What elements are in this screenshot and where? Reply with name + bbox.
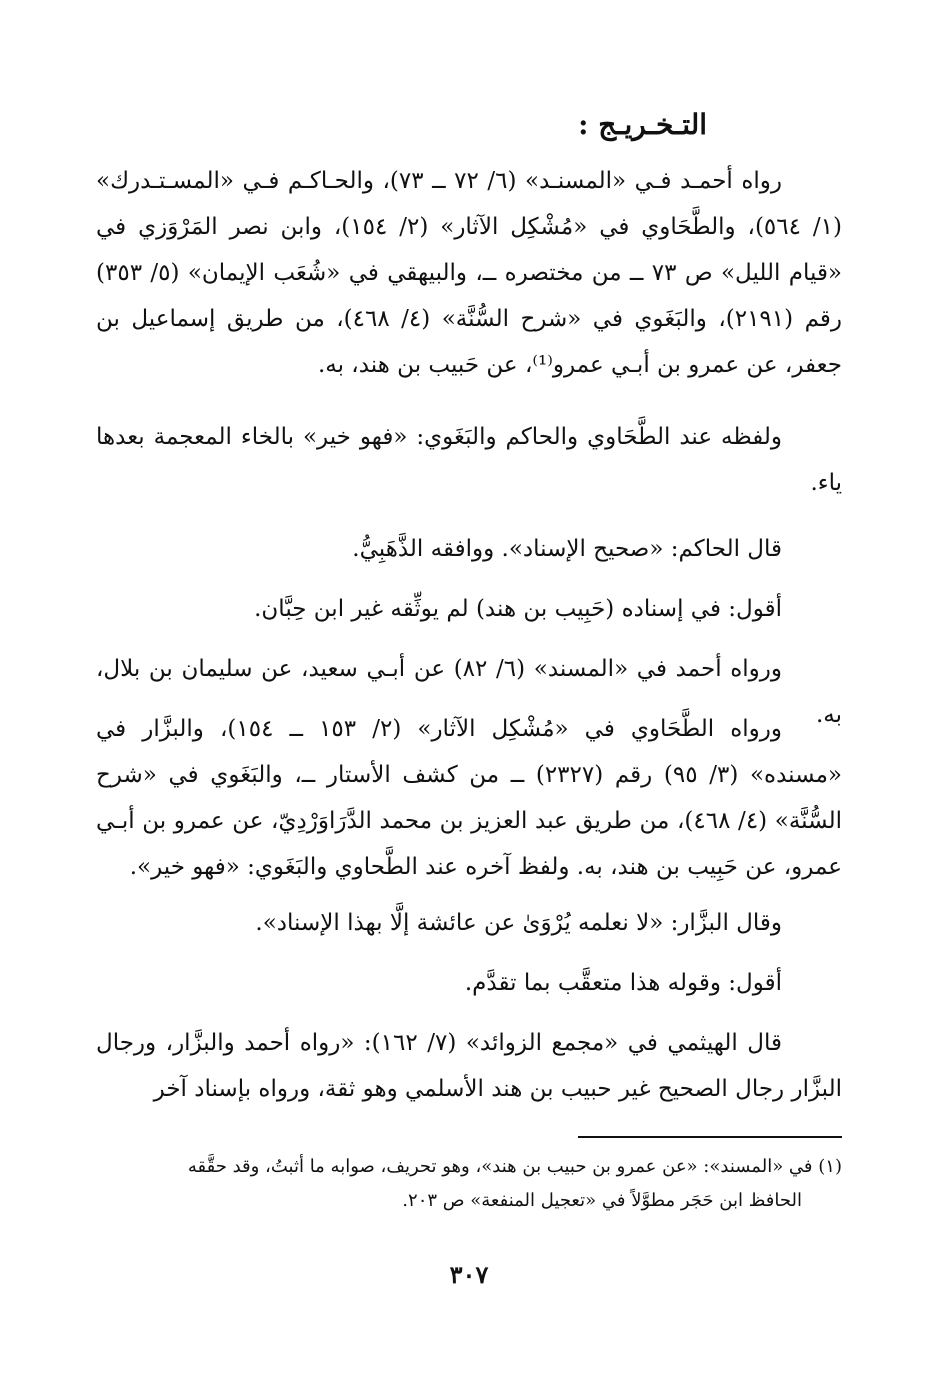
paragraph-4: أقول: في إسناده (حَبِيب بن هند) لم يوثِّقه غير ابن حِبَّان.: [254, 596, 782, 622]
paragraph-6: ورواه الطَّحَاوي في «مُشْكِل الآثار» (٢/ ١٥٣ ــ ١٥٤)، والبزَّار في «مسنده» (٣/ ٩٥) رقم (٢٣٢٧) ــ من كشف الأستار ــ، والبَغَوي في «شرح السُّنَّة» (٤/ ٤٦٨)، من طريق عبد العزيز بن محمد الدَّرَاوَرْدِيّ، عن عمرو بن أبـي عمرو، عن حَبِيب بن هند، به. ولفظ آخره عند الطَّحاوي والبَغَوي: «فهو خير».: [96, 716, 843, 880]
paragraph-2: ولفظه عند الطَّحَاوي والحاكم والبَغَوي: «فهو خير» بالخاء المعجمة بعدها ياء.: [96, 424, 842, 496]
footnote-line-1: (١) في «المسند»: «عن عمرو بن حبيب بن هند»، وهو تحريف، صوابه ما أثبتُ، وقد حقَّقه: [187, 1156, 842, 1177]
paragraph-5: ورواه أحمد في «المسند» (٦/ ٨٢) عن أبـي سعيد، عن سليمان بن بلال، به.: [96, 656, 842, 728]
page-number: ٣٠٧: [449, 1260, 489, 1289]
footnote-divider: [578, 1136, 842, 1138]
book-page: [96, 108, 842, 1338]
paragraph-8: أقول: وقوله هذا متعقَّب بما تقدَّم.: [464, 970, 782, 996]
paragraph-9: قال الهيثمي في «مجمع الزوائد» (٧/ ١٦٢): «رواه أحمد والبزَّار، ورجال البزَّار رجال الصحيح غير حبيب بن هند الأسلمي وهو ثقة، ورواه بإسناد آخر: [96, 1030, 842, 1102]
footnote-line-2: الحافظ ابن حَجَر مطوَّلاً في «تعجيل المنفعة» ص ٢٠٣.: [402, 1190, 802, 1211]
paragraph-7: وقال البزَّار: «لا نعلمه يُرْوَىٰ عن عائشة إلَّا بهذا الإسناد».: [255, 910, 782, 936]
section-heading: التـخـريـج :: [578, 108, 707, 141]
paragraph-3: قال الحاكم: «صحيح الإسناد». ووافقه الذَّهَبِيُّ.: [352, 536, 782, 562]
paragraph-1: رواه أحمـد فـي «المسنـد» (٦/ ٧٢ ــ ٧٣)، والحـاكـم فـي «المسـتـدرك» (١/ ٥٦٤)، والطَّحَاوي في «مُشْكِل الآثار» (٢/ ١٥٤)، وابن نصر المَرْوَزي في «قيام الليل» ص ٧٣ ــ من مختصره ــ، والبيهقي في «شُعَب الإيمان» (٥/ ٣٥٣) رقم (٢١٩١)، والبَغَوي في «شرح السُّنَّة» (٤/ ٤٦٨)، من طريق إسماعيل بن جعفر، عن عمرو بن أبـي عمرو⁽¹⁾، عن حَبيب بن هند، به.: [96, 168, 843, 378]
footnote: [96, 1150, 842, 1218]
